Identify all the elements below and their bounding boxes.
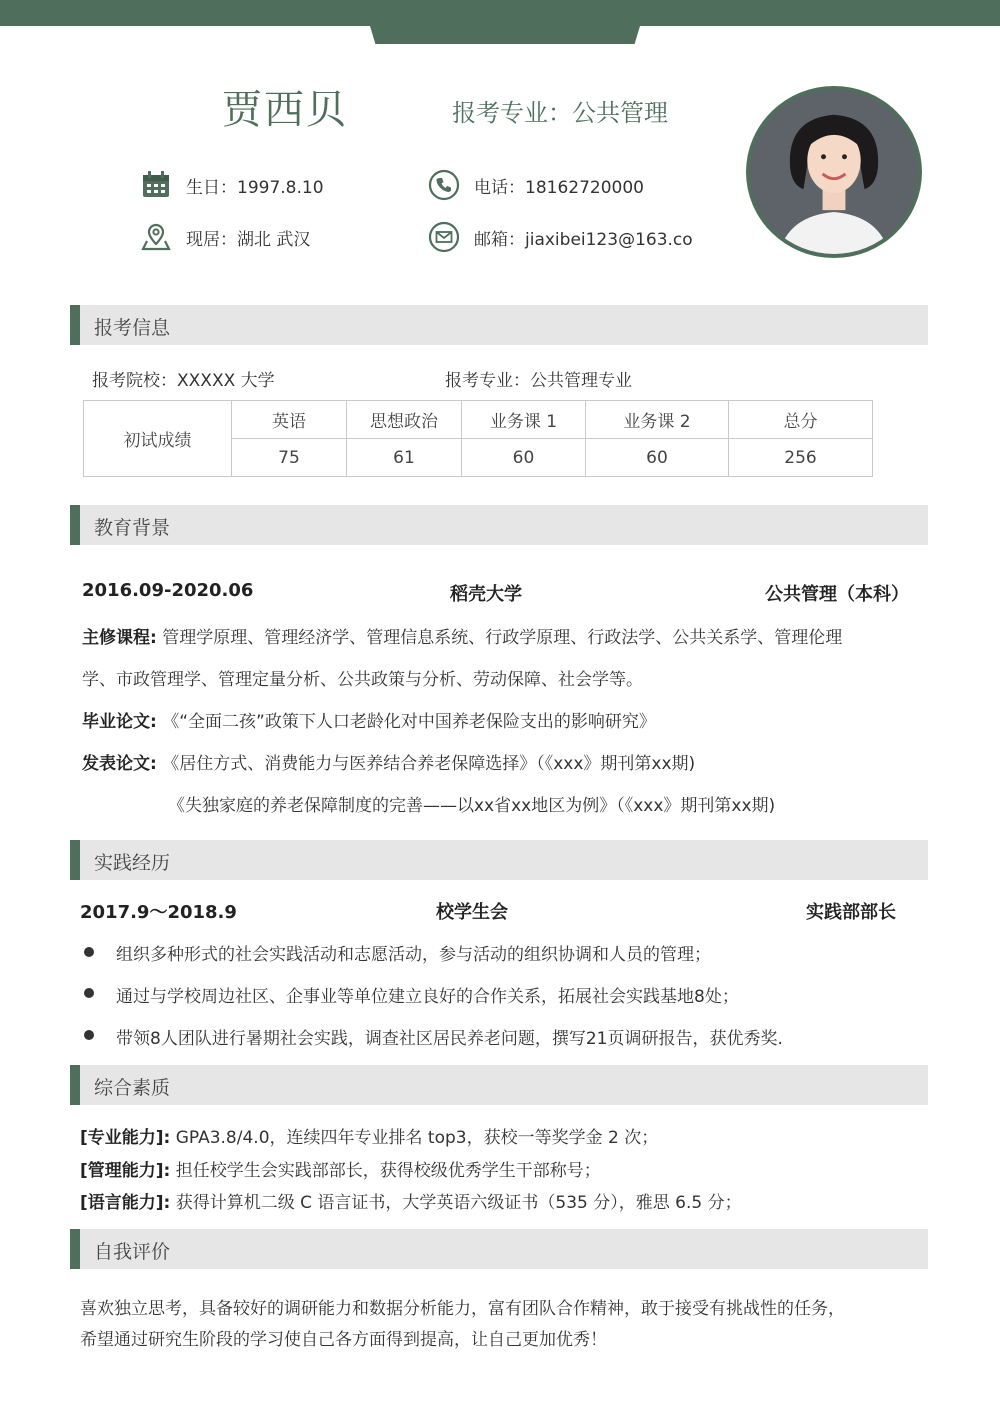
edu-courses-line1: [82, 623, 842, 648]
quality-text: 获得计算机二级 C 语言证书，大学英语六级证书（535 分），雅思 6.5 分；: [175, 1193, 742, 1213]
section-title: 实践经历: [94, 852, 171, 874]
score-header-course1: 业务课 1: [462, 401, 586, 439]
section-title: 综合素质: [94, 1077, 171, 1099]
score-table: [83, 400, 873, 477]
edu-paper2: 《失独家庭的养老保障制度的完善——以xx省xx地区为例》（《xxx》期刊第xx期): [168, 796, 776, 816]
score-politics: 61: [347, 439, 462, 477]
bullet-dot: [84, 947, 94, 957]
score-header-politics: 思想政治: [347, 401, 462, 439]
section-header-apply: [70, 305, 928, 345]
section-title: 教育背景: [94, 517, 171, 539]
section-title: 报考信息: [94, 317, 171, 339]
score-total: 256: [729, 439, 873, 477]
phone-text: 电话：18162720000: [474, 177, 644, 198]
top-accent-bar: [0, 0, 1000, 26]
quality-item: [80, 1123, 658, 1148]
papers-label: 发表论文:: [82, 754, 157, 774]
practice-item: 带领8人团队进行暑期社会实践，调查社区居民养老问题，撰写21页调研报告，获优秀奖.: [116, 1029, 783, 1049]
courses-label: 主修课程:: [82, 628, 157, 648]
apply-major: 报考专业：公共管理专业: [445, 371, 632, 391]
score-header-course2: 业务课 2: [586, 401, 729, 439]
score-header-total: 总分: [729, 401, 873, 439]
apply-school: 报考院校：XXXXX 大学: [92, 371, 275, 391]
birthday-text: 生日：1997.8.10: [186, 177, 324, 198]
score-header-english: 英语: [232, 401, 347, 439]
table-row: [84, 401, 873, 439]
section-title: 自我评价: [94, 1241, 171, 1263]
email-row: [428, 221, 693, 253]
score-course2: 60: [586, 439, 729, 477]
courses-text: 管理学原理、管理经济学、管理信息系统、行政学原理、行政法学、公共关系学、管理伦理: [162, 628, 843, 648]
quality-text: GPA3.8/4.0，连续四年专业排名 top3，获校一等奖学金 2 次；: [175, 1128, 659, 1148]
edu-thesis: [82, 707, 656, 732]
self-eval-line2: 希望通过研究生阶段的学习使自己各方面得到提高，让自己更加优秀！: [80, 1330, 607, 1350]
email-icon: [428, 221, 460, 253]
phone-icon: [428, 169, 460, 201]
location-row: [140, 221, 310, 253]
quality-text: 担任校学生会实践部部长，获得校级优秀学生干部称号；: [175, 1161, 601, 1181]
practice-item: 组织多种形式的社会实践活动和志愿活动，参与活动的组织协调和人员的管理；: [116, 945, 711, 965]
quality-label: [语言能力]:: [80, 1193, 171, 1213]
self-eval-line1: 喜欢独立思考，具备较好的调研能力和数据分析能力，富有团队合作精神，敢于接受有挑战性的任务，: [80, 1299, 845, 1319]
section-header-education: [70, 505, 928, 545]
calendar-icon: [140, 169, 172, 201]
score-course1: 60: [462, 439, 586, 477]
quality-label: [专业能力]:: [80, 1128, 171, 1148]
section-header-self: [70, 1229, 928, 1269]
practice-period: 2017.9～2018.9: [80, 902, 237, 923]
score-english: 75: [232, 439, 347, 477]
quality-label: [管理能力]:: [80, 1161, 171, 1181]
edu-school: 稻壳大学: [450, 584, 522, 605]
location-pin-icon: [140, 221, 172, 253]
practice-item: 通过与学校周边社区、企事业等单位建立良好的合作关系，拓展社会实践基地8处；: [116, 987, 739, 1007]
bullet-dot: [84, 988, 94, 998]
location-text: 现居：湖北 武汉: [186, 229, 311, 250]
candidate-name: 贾西贝: [222, 87, 348, 133]
major-title: 报考专业：公共管理: [452, 99, 668, 127]
phone-row: [428, 169, 644, 201]
score-row-label: 初试成绩: [84, 401, 232, 477]
section-header-quality: [70, 1065, 928, 1105]
edu-courses-line2: 学、市政管理学、管理定量分析、公共政策与分析、劳动保障、社会学等。: [82, 670, 643, 690]
bullet-dot: [84, 1030, 94, 1040]
profile-photo: [746, 86, 922, 258]
birthday-row: [140, 169, 324, 201]
quality-item: [80, 1156, 601, 1181]
practice-role: 实践部部长: [806, 902, 896, 923]
quality-item: [80, 1188, 742, 1213]
thesis-label: 毕业论文:: [82, 712, 157, 732]
thesis-text: 《“全面二孩”政策下人口老龄化对中国养老保险支出的影响研究》: [162, 712, 656, 732]
practice-org: 校学生会: [436, 902, 508, 923]
edu-period: 2016.09-2020.06: [82, 580, 254, 601]
top-accent-tab: [370, 26, 640, 44]
edu-paper1: [82, 749, 695, 774]
email-text: 邮箱：jiaxibei123@163.co: [474, 229, 693, 250]
paper-1-text: 《居住方式、消费能力与医养结合养老保障选择》（《xxx》期刊第xx期): [162, 754, 696, 774]
edu-degree: 公共管理（本科）: [765, 584, 909, 605]
section-header-practice: [70, 840, 928, 880]
